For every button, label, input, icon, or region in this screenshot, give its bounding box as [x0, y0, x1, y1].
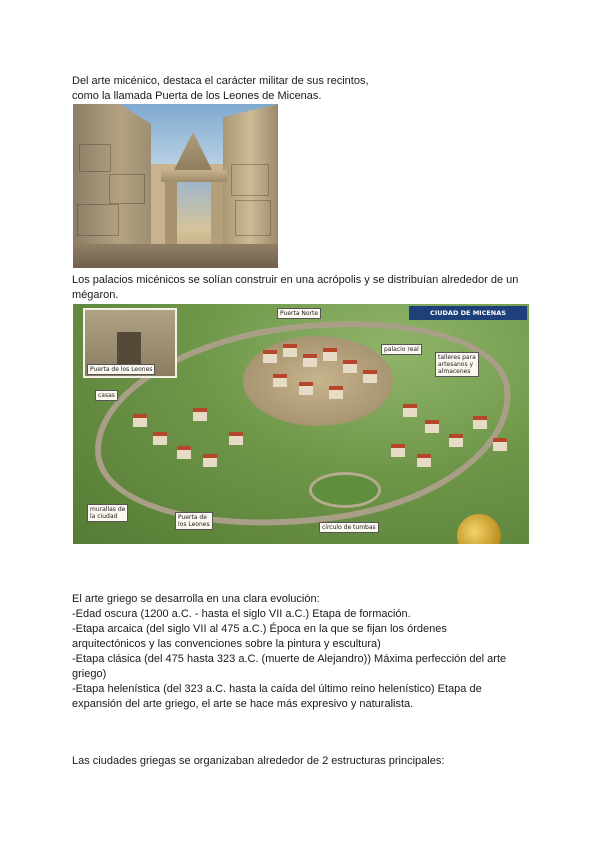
cities-line-1: Las ciudades griegas se organizaban alrededor de 2 estructuras principales:	[72, 755, 445, 767]
house	[403, 404, 417, 417]
house	[133, 414, 147, 427]
wall-block	[109, 174, 145, 204]
house	[343, 360, 357, 373]
intro-line-1: Del arte micénico, destaca el carácter militar de sus recintos,	[72, 75, 369, 87]
label-palacio: palacio real	[381, 344, 422, 355]
label-murallas: murallas de la ciudad	[87, 504, 128, 522]
wall-block	[79, 144, 111, 172]
house	[303, 354, 317, 367]
house	[229, 432, 243, 445]
evolution-line-1: El arte griego se desarrolla en una clara evolución:	[72, 593, 320, 605]
evolution-line-7: -Etapa helenística (del 323 a.C. hasta la caída del último reino helenístico) Etapa de	[72, 683, 482, 695]
house	[473, 416, 487, 429]
label-talleres: talleres para artesanos y almacenes	[435, 352, 479, 377]
evolution-line-5: -Etapa clásica (del 475 hasta 323 a.C. (muerte de Alejandro)) Máxima perfección del arte	[72, 653, 507, 665]
house	[177, 446, 191, 459]
photo-ground	[73, 244, 278, 268]
wall-block	[235, 200, 271, 236]
evolution-line-6: griego)	[72, 668, 107, 680]
house	[417, 454, 431, 467]
house	[299, 382, 313, 395]
palaces-line-1: Los palacios micénicos se solían construir en una acrópolis y se distribuían alrededor de un	[72, 274, 519, 286]
intro-line-2: como la llamada Puerta de los Leones de Micenas.	[72, 90, 322, 102]
lion-gate-photo	[73, 104, 278, 268]
label-puerta-leones: Puerta de los Leones	[175, 512, 213, 530]
gate-lintel	[161, 170, 227, 182]
label-puerta-norte: Puerta Norte	[277, 308, 321, 319]
evolution-line-3: -Etapa arcaica (del siglo VII al 475 a.C.) Época en la que se fijan los órdenes	[72, 623, 447, 635]
evolution-line-8: expansión del arte griego, el arte se hace más expresivo y naturalista.	[72, 698, 414, 710]
wall-block	[231, 164, 269, 196]
house	[153, 432, 167, 445]
house	[391, 444, 405, 457]
house	[425, 420, 439, 433]
house	[329, 386, 343, 399]
house	[363, 370, 377, 383]
house	[323, 348, 337, 361]
label-puerta-leones-inset: Puerta de los Leones	[87, 364, 155, 375]
grave-circle	[309, 472, 381, 508]
mycenae-city-illustration	[73, 304, 529, 544]
city-banner: CIUDAD DE MICENAS	[409, 306, 527, 320]
label-circulo-tumbas: círculo de tumbas	[319, 522, 379, 533]
house	[263, 350, 277, 363]
wall-block	[77, 204, 119, 236]
house	[493, 438, 507, 451]
house	[449, 434, 463, 447]
evolution-line-4: arquitectónicos y las convenciones sobre la pintura y escultura)	[72, 638, 381, 650]
label-casas: casas	[95, 390, 118, 401]
house	[203, 454, 217, 467]
palaces-line-2: mégaron.	[72, 289, 119, 301]
house	[273, 374, 287, 387]
house	[283, 344, 297, 357]
evolution-line-2: -Edad oscura (1200 a.C. - hasta el siglo VII a.C.) Etapa de formación.	[72, 608, 411, 620]
house	[193, 408, 207, 421]
